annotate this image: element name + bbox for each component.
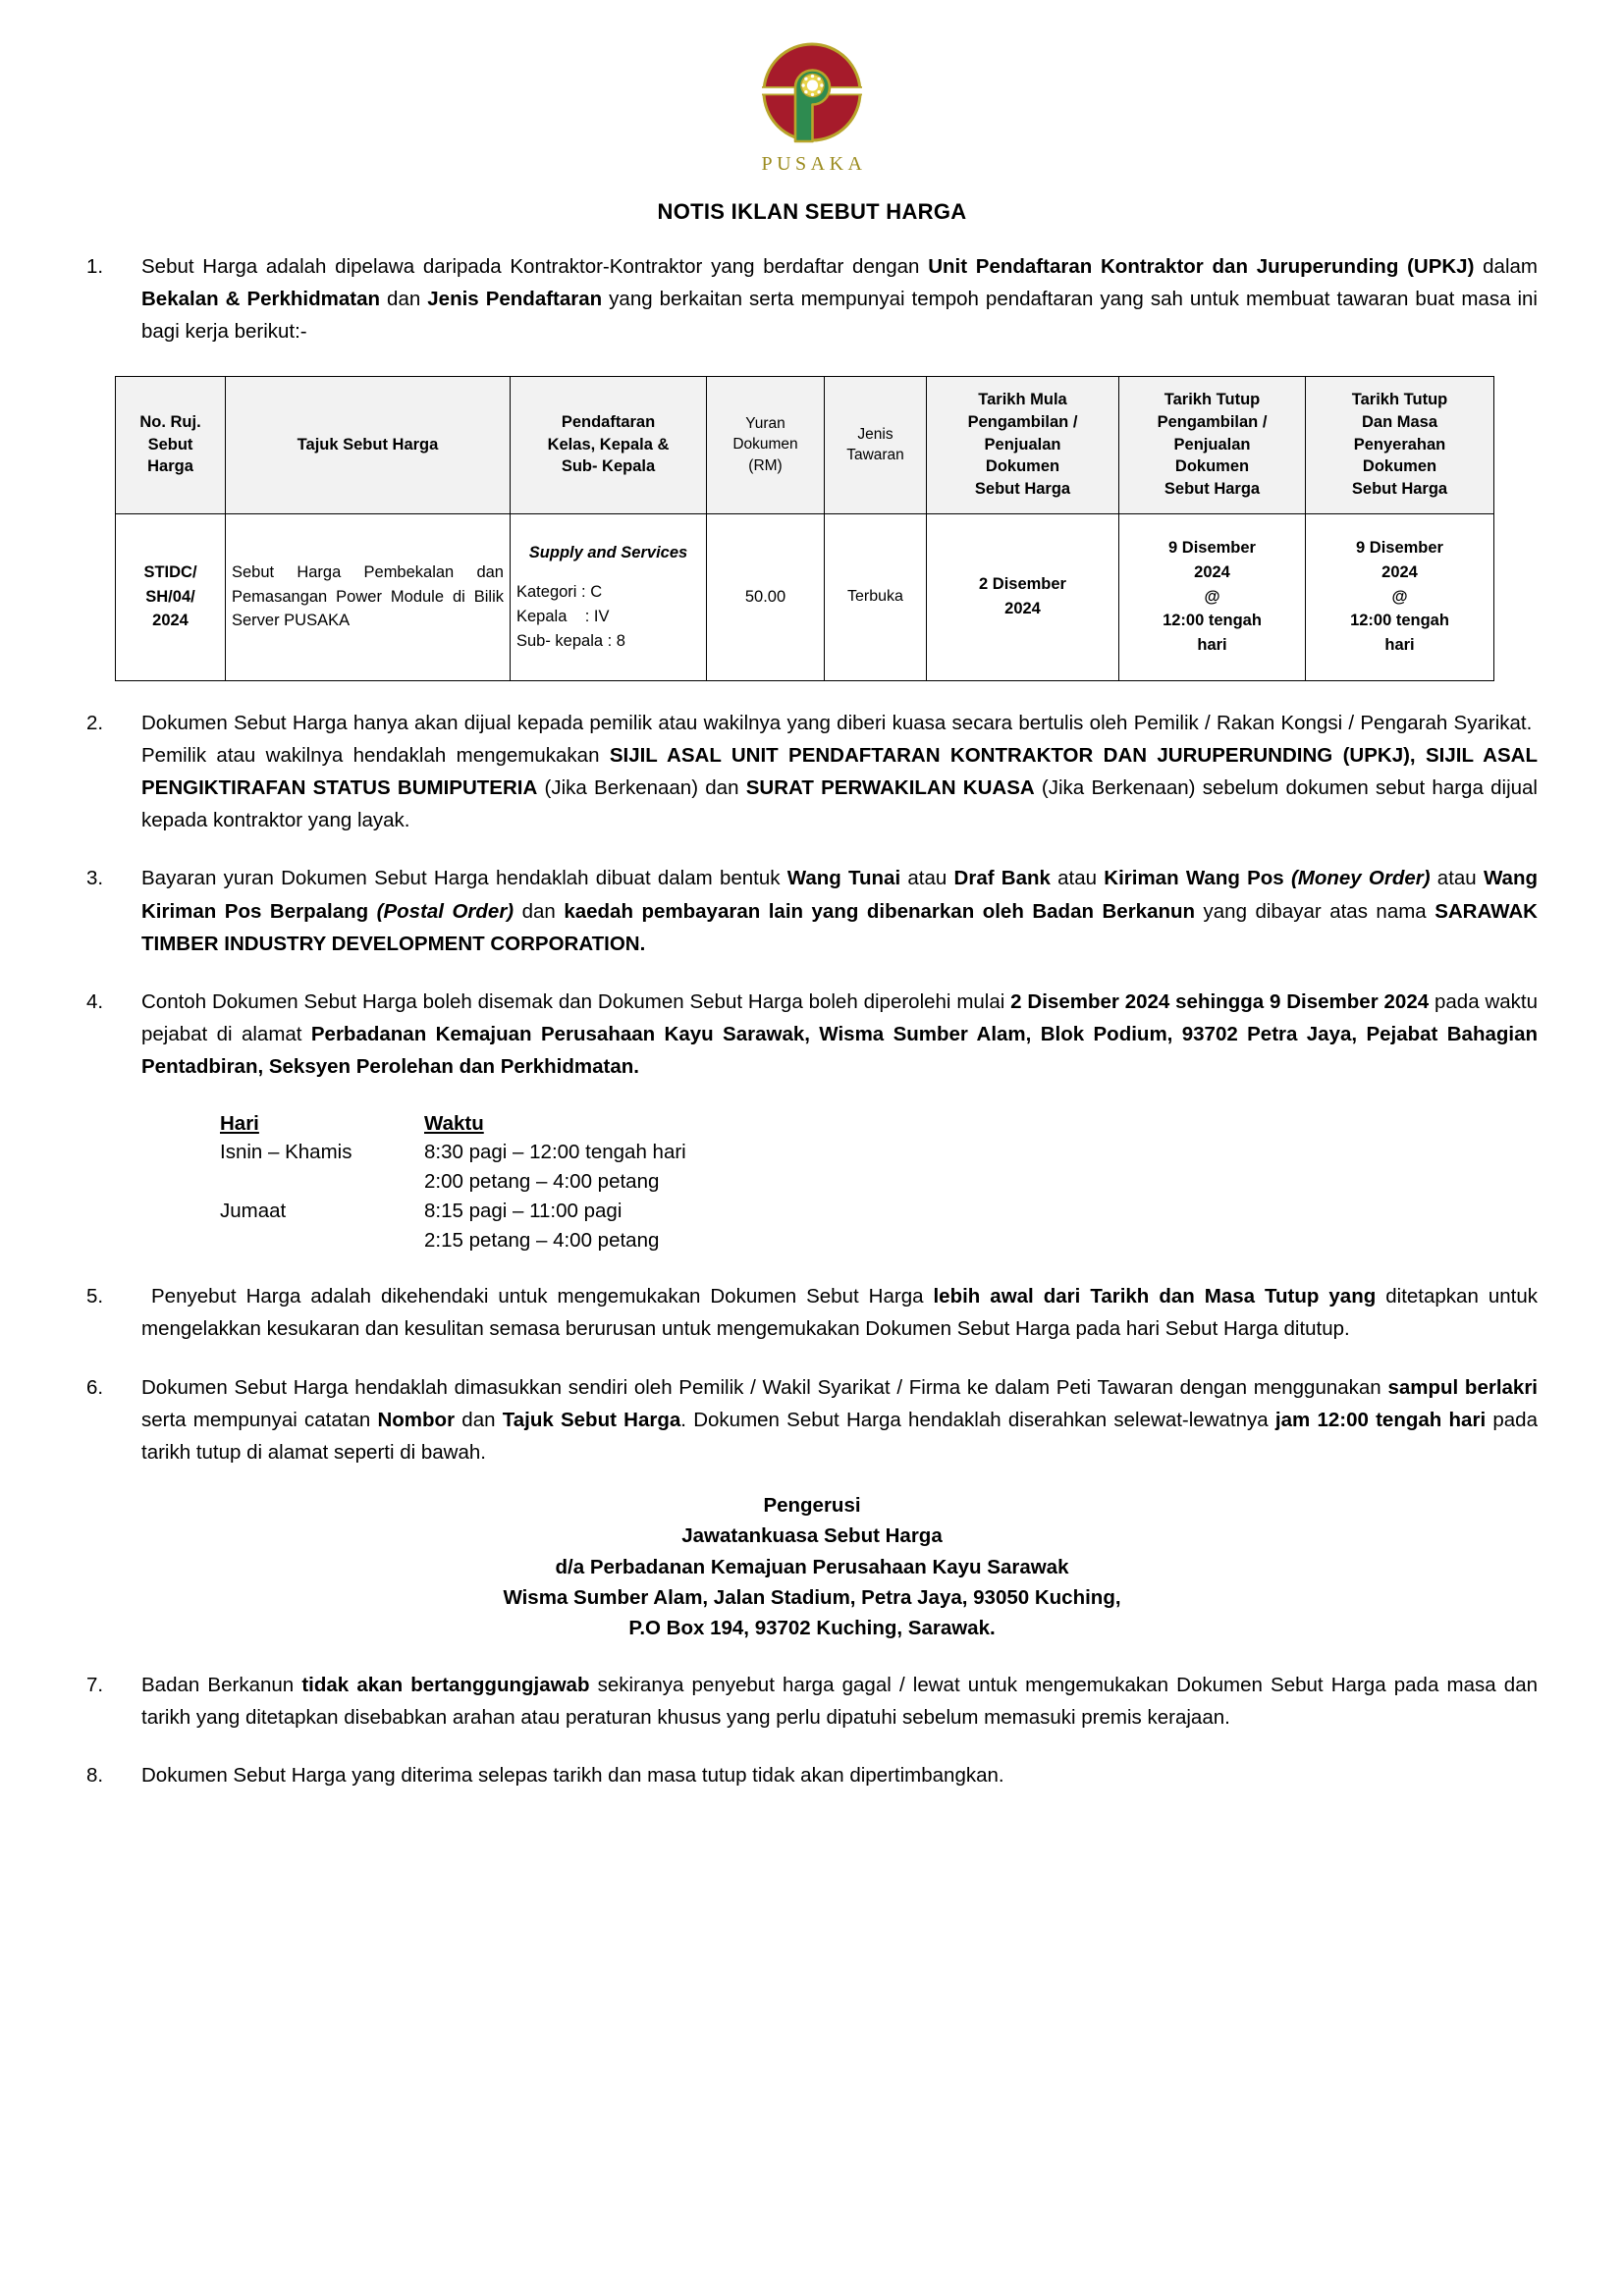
schedule-waktu: 2:00 petang – 4:00 petang xyxy=(424,1170,660,1194)
address-line: P.O Box 194, 93702 Kuching, Sarawak. xyxy=(628,1616,996,1639)
th-tarikh-tutup: Tarikh Tutup Pengambilan / Penjualan Dokumen Sebut Harga xyxy=(1119,376,1306,513)
schedule-hari xyxy=(220,1167,424,1197)
clause-3-text: Bayaran yuran Dokumen Sebut Harga hendaklah dibuat dalam bentuk Wang Tunai atau Draf Bank atau Kiriman Wang Pos (Money Order) atau Wang Kiriman Pos Berpalang (Postal Order) dan kaedah pembayaran lain yang dibenarkan oleh Badan Berkanun yang dibayar atas nama SARAWAK TIMBER INDUSTRY DEVELOPMENT CORPORATION. xyxy=(141,867,1538,955)
clause-2-number: 2. xyxy=(86,711,104,734)
cell-tarikh-penyerahan: 9 Disember 2024 @ 12:00 tengah hari xyxy=(1306,513,1494,680)
cell-pendaftaran xyxy=(511,513,707,680)
clause-7-text: Badan Berkanun tidak akan bertanggungjawab sekiranya penyebut harga gagal / lewat untuk mengemukakan Dokumen Sebut Harga pada masa dan tarikh yang ditetapkan disebabkan arahan atau peraturan khusus yang perlu dipatuhi sebelum memasuki premis kerajaan. xyxy=(141,1674,1538,1730)
schedule-header-row xyxy=(220,1109,1538,1139)
th-jenis: Jenis Tawaran xyxy=(825,376,927,513)
schedule-waktu: 8:15 pagi – 11:00 pagi xyxy=(424,1199,623,1222)
th-tarikh-penyerahan: Tarikh Tutup Dan Masa Penyerahan Dokumen Sebut Harga xyxy=(1306,376,1494,513)
clause-8-number: 8. xyxy=(86,1764,104,1788)
clause-1 xyxy=(86,250,1538,348)
logo-wordmark: PUSAKA xyxy=(761,153,867,175)
cell-no-ruj: STIDC/ SH/04/ 2024 xyxy=(116,513,226,680)
cell-yuran: 50.00 xyxy=(707,513,825,680)
clause-2-text: Dokumen Sebut Harga hanya akan dijual kepada pemilik atau wakilnya yang diberi kuasa secara bertulis oleh Pemilik / Rakan Kongsi / Pengarah Syarikat. Pemilik atau wakilnya hendaklah mengemukakan SIJIL ASAL UNIT PENDAFTARAN KONTRAKTOR DAN JURUPERUNDING (UPKJ), SIJIL ASAL PENGIKTIRAFAN STATUS BUMIPUTERIA (Jika Berkenaan) dan SURAT PERWAKILAN KUASA (Jika Berkenaan) sebelum dokumen sebut harga dijual kepada kontraktor yang layak. xyxy=(141,711,1538,832)
clause-4 xyxy=(86,986,1538,1084)
schedule-hari: Jumaat xyxy=(220,1199,287,1222)
schedule-row xyxy=(220,1138,1538,1167)
table-header-row xyxy=(116,376,1494,513)
schedule-row xyxy=(220,1167,1538,1197)
schedule-row xyxy=(220,1197,1538,1226)
th-yuran: Yuran Dokumen (RM) xyxy=(707,376,825,513)
clause-8 xyxy=(86,1759,1538,1791)
clause-8-text: Dokumen Sebut Harga yang diterima selepas tarikh dan masa tutup tidak akan dipertimbangkan. xyxy=(141,1764,1004,1788)
logo-header xyxy=(86,0,1538,176)
clause-6 xyxy=(86,1371,1538,1469)
clause-3-number: 3. xyxy=(86,867,104,890)
clause-7 xyxy=(86,1669,1538,1734)
clause-5 xyxy=(86,1280,1538,1345)
clause-4-text: Contoh Dokumen Sebut Harga boleh disemak dan Dokumen Sebut Harga boleh diperolehi mulai 2 Disember 2024 sehingga 9 Disember 2024 pada waktu pejabat di alamat Perbadanan Kemajuan Perusahaan Kayu Sarawak, Wisma Sumber Alam, Blok Podium, 93702 Petra Jaya, Pejabat Bahagian Pentadbiran, Seksyen Perolehan dan Perkhidmatan. xyxy=(141,990,1539,1079)
schedule-hari xyxy=(220,1226,424,1255)
schedule-row xyxy=(220,1226,1538,1255)
clause-1-text: Sebut Harga adalah dipelawa daripada Kontraktor-Kontraktor yang berdaftar dengan Unit Pendaftaran Kontraktor dan Juruperunding (UPKJ) dalam Bekalan & Perkhidmatan dan Jenis Pendaftaran yang berkaitan serta mempunyai tempoh pendaftaran yang sah untuk membuat tawaran buat masa ini bagi kerja berikut:- xyxy=(141,255,1538,344)
th-pendaftaran: Pendaftaran Kelas, Kepala & Sub- Kepala xyxy=(511,376,707,513)
pendaftaran-heading: Supply and Services xyxy=(528,543,688,561)
th-no-ruj: No. Ruj. Sebut Harga xyxy=(116,376,226,513)
clause-4-number: 4. xyxy=(86,990,104,1014)
page-title: NOTIS IKLAN SEBUT HARGA xyxy=(657,199,967,224)
clause-1-number: 1. xyxy=(86,255,104,278)
clause-2 xyxy=(86,707,1538,837)
address-line: d/a Perbadanan Kemajuan Perusahaan Kayu Sarawak xyxy=(555,1555,1069,1578)
th-tajuk: Tajuk Sebut Harga xyxy=(226,376,511,513)
schedule-header-waktu: Waktu xyxy=(424,1111,484,1135)
address-line: Jawatankuasa Sebut Harga xyxy=(681,1524,943,1548)
address-line: Pengerusi xyxy=(763,1494,861,1518)
pendaftaran-kategori: Kategori : C xyxy=(516,583,603,602)
cell-tarikh-mula: 2 Disember 2024 xyxy=(927,513,1119,680)
sebut-harga-table xyxy=(115,376,1494,681)
pendaftaran-kepala: Kepala : IV xyxy=(516,608,610,626)
address-line: Wisma Sumber Alam, Jalan Stadium, Petra Jaya, 93050 Kuching, xyxy=(503,1585,1121,1609)
table-row xyxy=(116,513,1494,680)
clause-5-text: Penyebut Harga adalah dikehendaki untuk mengemukakan Dokumen Sebut Harga lebih awal dari Tarikh dan Masa Tutup yang ditetapkan untuk mengelakkan kesukaran dan kesulitan semasa berurusan untuk mengemukakan Dokumen Sebut Harga pada hari Sebut Harga ditutup. xyxy=(141,1285,1538,1341)
submission-address xyxy=(86,1490,1538,1643)
schedule-waktu: 8:30 pagi – 12:00 tengah hari xyxy=(424,1141,686,1164)
clause-7-number: 7. xyxy=(86,1674,104,1697)
clause-6-number: 6. xyxy=(86,1375,104,1399)
cell-tarikh-tutup: 9 Disember 2024 @ 12:00 tengah hari xyxy=(1119,513,1306,680)
cell-jenis: Terbuka xyxy=(825,513,927,680)
pendaftaran-sub-kepala: Sub- kepala : 8 xyxy=(516,631,625,650)
clause-5-number: 5. xyxy=(86,1285,104,1308)
clause-6-text: Dokumen Sebut Harga hendaklah dimasukkan sendiri oleh Pemilik / Wakil Syarikat / Firma ke dalam Peti Tawaran dengan menggunakan sampul berlakri serta mempunyai catatan Nombor dan Tajuk Sebut Harga. Dokumen Sebut Harga hendaklah diserahkan selewat-lewatnya jam 12:00 tengah hari pada tarikh tutup di alamat seperti di bawah. xyxy=(141,1375,1538,1465)
pusaka-logo-icon xyxy=(753,33,871,151)
schedule-hari: Isnin – Khamis xyxy=(220,1141,352,1164)
pusaka-logo xyxy=(738,33,886,176)
clause-3 xyxy=(86,862,1538,960)
cell-tajuk: Sebut Harga Pembekalan dan Pemasangan Power Module di Bilik Server PUSAKA xyxy=(226,513,511,680)
schedule-header-hari: Hari xyxy=(220,1111,259,1135)
office-hours-table xyxy=(220,1109,1538,1255)
schedule-waktu: 2:15 petang – 4:00 petang xyxy=(424,1228,660,1252)
th-tarikh-mula: Tarikh Mula Pengambilan / Penjualan Dokumen Sebut Harga xyxy=(927,376,1119,513)
